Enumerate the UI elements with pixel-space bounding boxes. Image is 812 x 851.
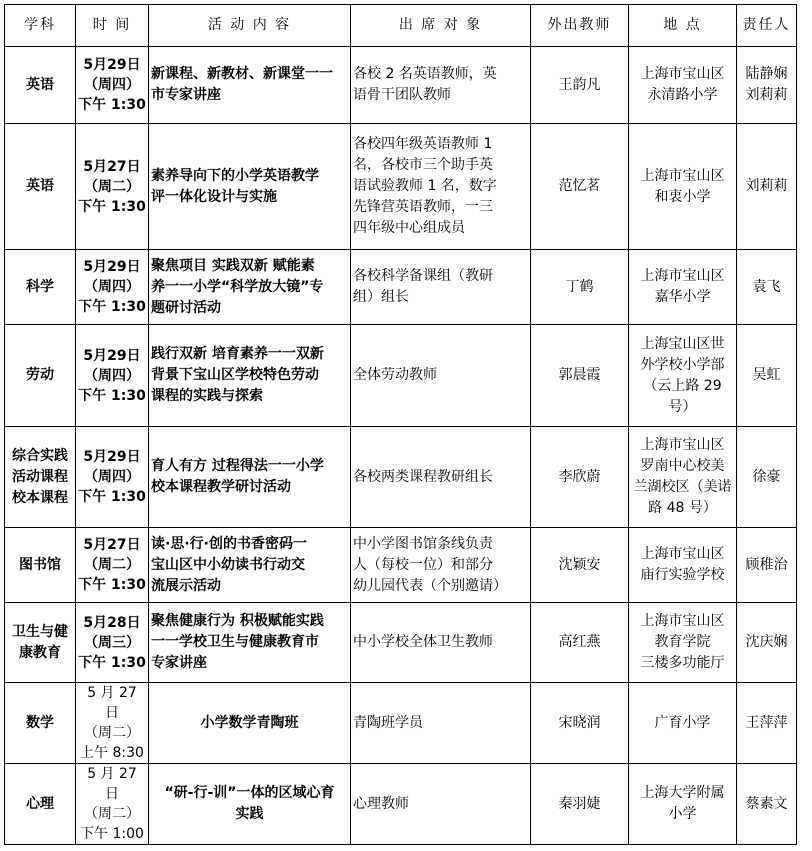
cell-location — [629, 427, 737, 528]
cell-time — [76, 528, 149, 603]
cell-time-line: （周二） — [84, 725, 140, 741]
cell-time-line: （周四） — [84, 77, 140, 93]
cell-owner-line: 袁飞 — [752, 278, 781, 295]
cell-location — [629, 683, 737, 764]
cell-subject — [5, 124, 76, 250]
cell-time-line: 5月27日 — [83, 537, 141, 553]
cell-subject — [5, 683, 76, 764]
cell-location-line: 上海市宝山区 — [640, 613, 725, 629]
cell-time — [76, 250, 149, 325]
cell-subject-line: 康教育 — [19, 644, 61, 661]
cell-activity-line: 践行双新 培育素养一一双新 — [151, 346, 324, 362]
cell-time-line: 下午 1:30 — [78, 387, 146, 404]
cell-owner-line: 顾稚治 — [745, 556, 788, 573]
cell-location-line: 上海市宝山区 — [640, 268, 725, 284]
header-teacher: 外出教师 — [531, 5, 629, 47]
cell-time-line: 下午 1:30 — [78, 198, 146, 215]
cell-audience — [351, 250, 531, 325]
cell-activity-line: 市专家讲座 — [151, 87, 221, 103]
cell-time-line: 上午 8:30 — [80, 745, 144, 761]
cell-time — [76, 683, 149, 764]
cell-owner — [737, 427, 797, 528]
cell-time-line: 5 月 27 日 — [87, 766, 137, 802]
cell-time-line: 下午 1:30 — [78, 299, 146, 315]
cell-location-line: 罗南中心校美 — [640, 458, 725, 474]
table-row — [5, 603, 797, 683]
cell-activity-line: 养一一小学“科学放大镜”专 — [151, 278, 324, 295]
cell-subject-line: 校本课程 — [12, 489, 68, 506]
cell-audience-line: 各校四年级英语教师 1 — [353, 136, 493, 152]
cell-activity-line: 育人有方 过程得法一一小学 — [151, 458, 324, 474]
cell-time-line: （周四） — [84, 279, 140, 295]
cell-audience-line: 人（每校一位）和部分 — [353, 556, 493, 573]
cell-location-line: 广育小学 — [654, 714, 711, 731]
cell-activity-line: 读·思·行·创的书香密码一 — [151, 535, 307, 552]
cell-activity-line: 校本课程教学研讨活动 — [151, 479, 291, 495]
cell-time-line: （周二） — [84, 557, 140, 573]
table-row — [5, 124, 797, 250]
schedule-table — [4, 4, 797, 845]
cell-time-line: 下午 1:30 — [78, 577, 146, 593]
cell-time-line: 5月28日 — [83, 614, 141, 631]
cell-subject — [5, 427, 76, 528]
cell-owner — [737, 250, 797, 325]
cell-time-line: 5月29日 — [83, 347, 141, 364]
cell-audience-line: 四年级中心组成员 — [353, 220, 465, 236]
cell-owner — [737, 47, 797, 124]
cell-owner-line: 徐豪 — [752, 468, 781, 485]
table-row — [5, 528, 797, 603]
header-audience: 出 席 对 象 — [351, 5, 531, 47]
cell-location-line: 永清路小学 — [647, 87, 718, 103]
cell-activity-line: 新课程、新教材、新课堂一一 — [151, 66, 333, 82]
header-row — [5, 5, 797, 47]
cell-owner — [737, 124, 797, 250]
cell-teacher: 宋晓润 — [531, 683, 629, 764]
cell-location — [629, 528, 737, 603]
cell-subject-line: 综合实践 — [12, 447, 68, 464]
cell-location-line: 兰湖校区（美诺 — [633, 479, 732, 495]
header-time: 时 间 — [76, 5, 149, 47]
cell-subject — [5, 325, 76, 427]
cell-owner — [737, 764, 797, 845]
cell-audience-line: 心理教师 — [353, 795, 409, 812]
cell-teacher: 沈颖安 — [531, 528, 629, 603]
cell-activity-line: 专家讲座 — [151, 655, 207, 671]
cell-audience — [351, 603, 531, 683]
cell-location-line: 上海宝山区世 — [640, 335, 725, 352]
cell-audience-line: 中小学图书馆条线负责 — [353, 535, 493, 552]
cell-time-line: （周二） — [84, 806, 140, 822]
cell-subject-line: 科学 — [26, 278, 54, 295]
cell-activity-line: 题研讨活动 — [151, 299, 221, 316]
cell-location-line: 号） — [668, 398, 697, 415]
cell-audience-line: 各校 2 名英语教师，英 — [353, 66, 497, 82]
cell-location — [629, 250, 737, 325]
cell-activity-line: 背景下宝山区学校特色劳动 — [151, 367, 319, 383]
cell-audience-line: 名，各校市三个助手英 — [353, 157, 493, 173]
cell-activity — [149, 250, 351, 325]
header-owner: 责任人 — [737, 5, 797, 47]
cell-audience-line: 语试验教师 1 名，数字 — [353, 178, 497, 194]
cell-owner — [737, 683, 797, 764]
cell-subject-line: 英语 — [26, 178, 54, 194]
cell-time — [76, 427, 149, 528]
cell-time-line: （周四） — [84, 469, 140, 485]
cell-subject — [5, 250, 76, 325]
cell-time — [76, 47, 149, 124]
cell-time — [76, 124, 149, 250]
cell-location-line: 嘉华小学 — [654, 289, 711, 305]
table-row — [5, 325, 797, 427]
cell-subject-line: 英语 — [26, 76, 54, 93]
cell-audience-line: 各校两类课程教研组长 — [353, 468, 493, 485]
table-row — [5, 764, 797, 845]
cell-activity-line: 素养导向下的小学英语教学 — [151, 167, 319, 184]
cell-location — [629, 764, 737, 845]
cell-owner — [737, 603, 797, 683]
cell-subject-line: 数学 — [26, 714, 54, 731]
cell-owner-line: 沈庆娴 — [745, 634, 788, 650]
table-row — [5, 250, 797, 325]
cell-audience-line: 全体劳动教师 — [353, 367, 437, 383]
cell-location-line: 上海市宝山区 — [640, 66, 725, 82]
cell-location-line: 上海市宝山区 — [640, 437, 725, 453]
table-row — [5, 427, 797, 528]
cell-activity — [149, 683, 351, 764]
cell-subject-line: 活动课程 — [12, 468, 68, 485]
cell-audience-line: 先锋营英语教师，一三 — [353, 199, 493, 215]
cell-activity-line: 评一体化设计与实施 — [151, 188, 277, 205]
table-row — [5, 683, 797, 764]
cell-time-line: 5月27日 — [83, 158, 141, 175]
cell-owner — [737, 325, 797, 427]
cell-audience-line: 幼儿园代表（个别邀请） — [353, 577, 507, 594]
cell-location-line: 小学 — [668, 806, 697, 822]
cell-subject — [5, 764, 76, 845]
cell-audience — [351, 427, 531, 528]
cell-activity-line: “研-行-训”一体的区域心育 — [164, 785, 335, 801]
cell-audience-line: 语骨干团队教师 — [353, 87, 451, 103]
cell-teacher: 高红燕 — [531, 603, 629, 683]
cell-subject — [5, 603, 76, 683]
cell-subject — [5, 528, 76, 603]
cell-location-line: 三楼多功能厅 — [640, 655, 725, 671]
cell-location — [629, 603, 737, 683]
cell-audience — [351, 528, 531, 603]
cell-subject-line: 卫生与健 — [12, 623, 68, 640]
cell-activity — [149, 528, 351, 603]
cell-audience — [351, 683, 531, 764]
cell-time-line: 下午 1:30 — [78, 489, 146, 505]
cell-audience — [351, 47, 531, 124]
cell-owner-line: 刘莉莉 — [745, 87, 788, 103]
header-activity: 活 动 内 容 — [149, 5, 351, 47]
cell-teacher: 郭晨霞 — [531, 325, 629, 427]
cell-owner-line: 王萍萍 — [745, 714, 788, 731]
cell-audience — [351, 124, 531, 250]
cell-owner-line: 吴虹 — [752, 367, 781, 383]
cell-time-line: 5月29日 — [83, 259, 141, 275]
cell-time-line: 下午 1:00 — [80, 826, 144, 842]
cell-time-line: 5月29日 — [83, 449, 141, 465]
cell-time-line: 5月29日 — [83, 57, 141, 73]
cell-activity-line: 实践 — [235, 806, 264, 822]
cell-activity — [149, 603, 351, 683]
cell-location-line: （云上路 29 — [643, 377, 722, 394]
cell-location — [629, 325, 737, 427]
cell-location-line: 庙行实验学校 — [640, 567, 725, 583]
cell-time-line: （周四） — [84, 367, 140, 384]
cell-teacher: 丁鹤 — [531, 250, 629, 325]
cell-teacher: 王韵凡 — [531, 47, 629, 124]
cell-owner-line: 蔡素文 — [745, 795, 788, 812]
cell-subject-line: 劳动 — [26, 367, 54, 383]
cell-time-line: （周二） — [84, 178, 140, 195]
cell-location-line: 教育学院 — [654, 634, 711, 650]
cell-time-line: 5 月 27 日 — [87, 685, 137, 721]
cell-time-line: （周三） — [84, 634, 140, 651]
header-location: 地 点 — [629, 5, 737, 47]
cell-activity — [149, 427, 351, 528]
cell-audience-line: 中小学校全体卫生教师 — [353, 634, 493, 650]
cell-activity-line: 宝山区中小幼读书行动交 — [151, 556, 305, 573]
cell-teacher: 李欣蔚 — [531, 427, 629, 528]
cell-time-line: 下午 1:30 — [78, 654, 146, 671]
cell-teacher: 范忆茗 — [531, 124, 629, 250]
cell-audience-line: 组）组长 — [353, 289, 409, 305]
cell-activity-line: 小学数学青陶班 — [200, 714, 299, 731]
cell-time — [76, 764, 149, 845]
cell-audience — [351, 764, 531, 845]
cell-location-line: 外学校小学部 — [640, 356, 725, 373]
cell-activity — [149, 325, 351, 427]
cell-activity-line: 课程的实践与探索 — [151, 388, 263, 404]
cell-owner-line: 刘莉莉 — [745, 178, 788, 194]
cell-activity — [149, 47, 351, 124]
cell-activity — [149, 124, 351, 250]
cell-audience — [351, 325, 531, 427]
cell-time — [76, 603, 149, 683]
cell-location-line: 上海市宝山区 — [640, 167, 725, 184]
cell-activity-line: 聚焦健康行为 积极赋能实践 — [151, 613, 324, 629]
table-row — [5, 47, 797, 124]
cell-owner — [737, 528, 797, 603]
cell-activity — [149, 764, 351, 845]
cell-activity-line: 一一学校卫生与健康教育市 — [151, 634, 319, 650]
cell-location — [629, 124, 737, 250]
header-subject: 学科 — [5, 5, 76, 47]
cell-owner-line: 陆静娴 — [745, 66, 788, 82]
cell-activity-line: 聚焦项目 实践双新 赋能素 — [151, 257, 315, 274]
cell-activity-line: 流展示活动 — [151, 577, 221, 594]
cell-subject-line: 图书馆 — [19, 556, 61, 573]
cell-location-line: 上海大学附属 — [640, 785, 725, 801]
cell-subject — [5, 47, 76, 124]
cell-teacher: 秦羽婕 — [531, 764, 629, 845]
cell-subject-line: 心理 — [26, 795, 54, 812]
cell-audience-line: 青陶班学员 — [353, 714, 423, 731]
cell-time — [76, 325, 149, 427]
cell-location-line: 上海市宝山区 — [640, 546, 725, 562]
cell-location — [629, 47, 737, 124]
cell-time-line: 下午 1:30 — [78, 97, 146, 113]
cell-location-line: 和衷小学 — [654, 188, 711, 205]
cell-location-line: 路 48 号） — [648, 500, 717, 516]
cell-audience-line: 各校科学备课组（教研 — [353, 268, 493, 284]
